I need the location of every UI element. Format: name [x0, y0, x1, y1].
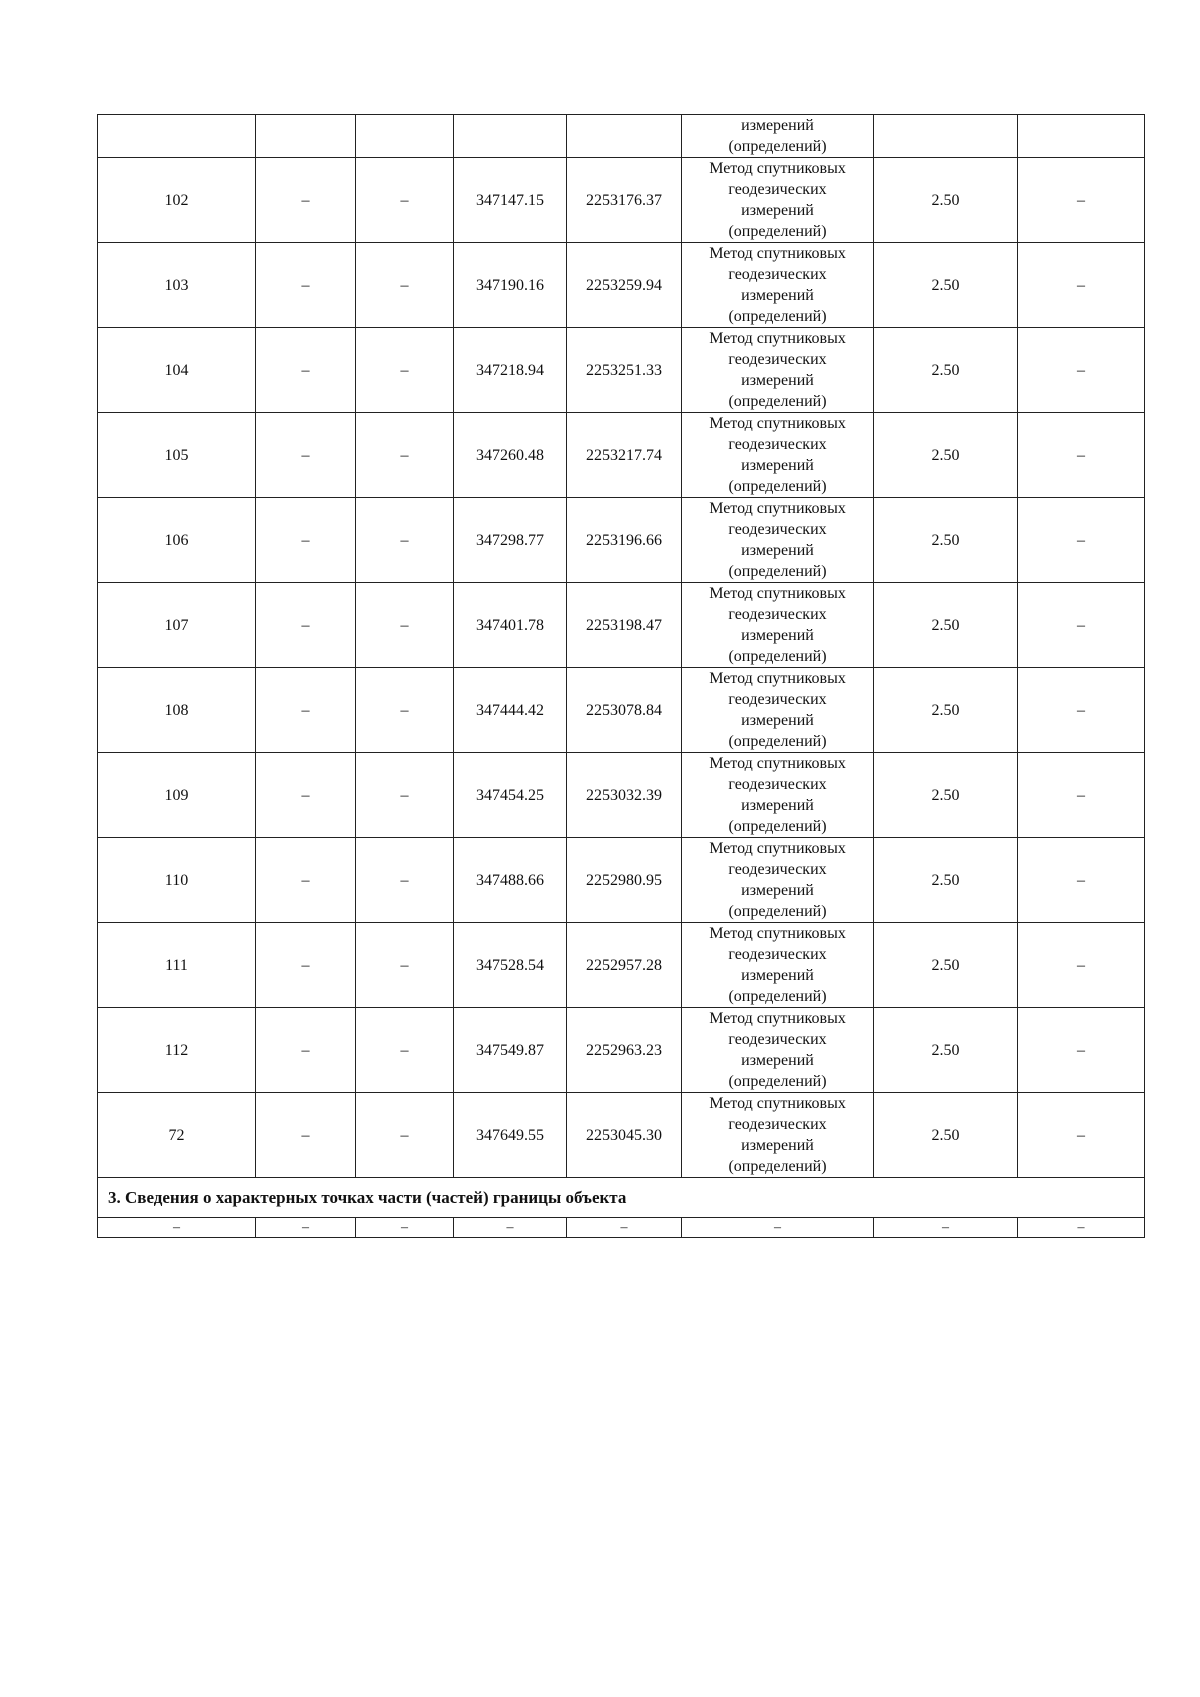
method-line: геодезических — [728, 181, 827, 198]
table-cell: – — [1018, 1008, 1145, 1093]
table-body — [98, 115, 1145, 1238]
table-cell: – — [1018, 668, 1145, 753]
table-cell: – — [356, 1218, 454, 1238]
method-line: Метод спутниковых — [709, 330, 846, 347]
point-number-cell: 107 — [98, 583, 256, 668]
point-number-cell: 103 — [98, 243, 256, 328]
y-coordinate-cell: 2253176.37 — [567, 158, 682, 243]
table-cell — [454, 115, 567, 158]
table-cell: – — [1018, 1218, 1145, 1238]
table-cell: – — [256, 923, 356, 1008]
method-line: геодезических — [728, 351, 827, 368]
table-cell: – — [356, 923, 454, 1008]
point-number-cell: 109 — [98, 753, 256, 838]
x-coordinate-cell: 347298.77 — [454, 498, 567, 583]
table-cell: – — [356, 243, 454, 328]
method-line: геодезических — [728, 1031, 827, 1048]
method-line: измерений — [741, 372, 814, 389]
table-cell: – — [356, 498, 454, 583]
table-cell — [874, 115, 1018, 158]
table-cell: – — [682, 1218, 874, 1238]
x-coordinate-cell: 347649.55 — [454, 1093, 567, 1178]
method-cell — [682, 158, 874, 243]
table-cell: – — [256, 328, 356, 413]
table-cell: – — [356, 1008, 454, 1093]
point-number-cell: 104 — [98, 328, 256, 413]
point-number-cell: 102 — [98, 158, 256, 243]
method-line: измерений — [741, 117, 814, 134]
table-cell: – — [356, 413, 454, 498]
method-line: измерений — [741, 1137, 814, 1154]
accuracy-cell: 2.50 — [874, 158, 1018, 243]
method-cell — [682, 243, 874, 328]
continuation-row — [98, 115, 1145, 158]
table-cell: – — [98, 1218, 256, 1238]
method-cell — [682, 838, 874, 923]
method-cell — [682, 668, 874, 753]
table-row — [98, 923, 1145, 1008]
x-coordinate-cell: 347147.15 — [454, 158, 567, 243]
y-coordinate-cell: 2252963.23 — [567, 1008, 682, 1093]
table-cell: – — [567, 1218, 682, 1238]
accuracy-cell: 2.50 — [874, 328, 1018, 413]
method-cell — [682, 413, 874, 498]
method-cell — [682, 115, 874, 158]
x-coordinate-cell: 347260.48 — [454, 413, 567, 498]
method-line: геодезических — [728, 946, 827, 963]
method-line: (определений) — [728, 138, 827, 155]
method-line: геодезических — [728, 606, 827, 623]
accuracy-cell: 2.50 — [874, 1093, 1018, 1178]
table-cell: – — [356, 668, 454, 753]
method-line: измерений — [741, 542, 814, 559]
table-cell: – — [356, 328, 454, 413]
point-number-cell: 105 — [98, 413, 256, 498]
accuracy-cell: 2.50 — [874, 753, 1018, 838]
method-line: геодезических — [728, 691, 827, 708]
table-cell: – — [356, 753, 454, 838]
table-cell: – — [1018, 328, 1145, 413]
method-line: геодезических — [728, 1116, 827, 1133]
table-cell: – — [256, 498, 356, 583]
table-row — [98, 498, 1145, 583]
method-line: (определений) — [728, 1158, 827, 1175]
table-cell: – — [1018, 583, 1145, 668]
method-line: (определений) — [728, 393, 827, 410]
method-line: геодезических — [728, 436, 827, 453]
method-line: Метод спутниковых — [709, 585, 846, 602]
y-coordinate-cell: 2252980.95 — [567, 838, 682, 923]
accuracy-cell: 2.50 — [874, 243, 1018, 328]
table-cell — [98, 115, 256, 158]
table-cell: – — [356, 158, 454, 243]
point-number-cell: 111 — [98, 923, 256, 1008]
boundary-points-table — [97, 114, 1145, 1238]
table-cell: – — [1018, 753, 1145, 838]
method-cell — [682, 498, 874, 583]
table-row — [98, 328, 1145, 413]
y-coordinate-cell: 2253032.39 — [567, 753, 682, 838]
x-coordinate-cell: 347218.94 — [454, 328, 567, 413]
x-coordinate-cell: 347549.87 — [454, 1008, 567, 1093]
method-line: геодезических — [728, 861, 827, 878]
method-line: Метод спутниковых — [709, 500, 846, 517]
table-cell — [256, 115, 356, 158]
table-cell: – — [1018, 243, 1145, 328]
method-cell — [682, 1093, 874, 1178]
point-number-cell: 106 — [98, 498, 256, 583]
x-coordinate-cell: 347454.25 — [454, 753, 567, 838]
table-row — [98, 753, 1145, 838]
point-number-cell: 112 — [98, 1008, 256, 1093]
method-line: (определений) — [728, 563, 827, 580]
table-cell: – — [1018, 838, 1145, 923]
method-line: (определений) — [728, 733, 827, 750]
table-cell: – — [356, 583, 454, 668]
method-cell — [682, 753, 874, 838]
method-line: (определений) — [728, 1073, 827, 1090]
table-cell: – — [1018, 158, 1145, 243]
method-line: Метод спутниковых — [709, 925, 846, 942]
method-line: (определений) — [728, 903, 827, 920]
table-cell: – — [256, 158, 356, 243]
x-coordinate-cell: 347444.42 — [454, 668, 567, 753]
x-coordinate-cell: 347528.54 — [454, 923, 567, 1008]
accuracy-cell: 2.50 — [874, 668, 1018, 753]
section-title: 3. Сведения о характерных точках части (частей) границы объекта — [98, 1178, 1145, 1218]
method-line: Метод спутниковых — [709, 1010, 846, 1027]
y-coordinate-cell: 2253259.94 — [567, 243, 682, 328]
table-row — [98, 838, 1145, 923]
method-line: измерений — [741, 202, 814, 219]
method-line: измерений — [741, 1052, 814, 1069]
accuracy-cell: 2.50 — [874, 583, 1018, 668]
table-cell — [356, 115, 454, 158]
table-row — [98, 1008, 1145, 1093]
table-cell: – — [256, 243, 356, 328]
point-number-cell: 108 — [98, 668, 256, 753]
table-cell — [567, 115, 682, 158]
table-cell: – — [454, 1218, 567, 1238]
table-cell: – — [256, 668, 356, 753]
method-line: Метод спутниковых — [709, 840, 846, 857]
y-coordinate-cell: 2253198.47 — [567, 583, 682, 668]
table-cell: – — [256, 838, 356, 923]
y-coordinate-cell: 2253196.66 — [567, 498, 682, 583]
method-line: измерений — [741, 882, 814, 899]
method-line: измерений — [741, 967, 814, 984]
table-cell: – — [256, 413, 356, 498]
method-line: геодезических — [728, 266, 827, 283]
table-cell: – — [356, 1093, 454, 1178]
y-coordinate-cell: 2253217.74 — [567, 413, 682, 498]
method-line: измерений — [741, 627, 814, 644]
accuracy-cell: 2.50 — [874, 923, 1018, 1008]
y-coordinate-cell: 2253045.30 — [567, 1093, 682, 1178]
method-line: (определений) — [728, 818, 827, 835]
point-number-cell: 110 — [98, 838, 256, 923]
section-row — [98, 1178, 1145, 1218]
method-line: Метод спутниковых — [709, 755, 846, 772]
method-line: Метод спутниковых — [709, 245, 846, 262]
accuracy-cell: 2.50 — [874, 498, 1018, 583]
table-cell — [1018, 115, 1145, 158]
method-line: (определений) — [728, 223, 827, 240]
table-cell: – — [356, 838, 454, 923]
y-coordinate-cell: 2253251.33 — [567, 328, 682, 413]
table-row — [98, 583, 1145, 668]
method-line: измерений — [741, 797, 814, 814]
y-coordinate-cell: 2253078.84 — [567, 668, 682, 753]
point-number-cell: 72 — [98, 1093, 256, 1178]
table-cell: – — [1018, 923, 1145, 1008]
accuracy-cell: 2.50 — [874, 413, 1018, 498]
table-row — [98, 158, 1145, 243]
method-cell — [682, 923, 874, 1008]
method-line: Метод спутниковых — [709, 670, 846, 687]
table-cell: – — [1018, 413, 1145, 498]
table-cell: – — [874, 1218, 1018, 1238]
method-line: Метод спутниковых — [709, 160, 846, 177]
x-coordinate-cell: 347190.16 — [454, 243, 567, 328]
accuracy-cell: 2.50 — [874, 1008, 1018, 1093]
method-line: измерений — [741, 712, 814, 729]
table-cell: – — [256, 583, 356, 668]
accuracy-cell: 2.50 — [874, 838, 1018, 923]
method-line: измерений — [741, 457, 814, 474]
x-coordinate-cell: 347488.66 — [454, 838, 567, 923]
table-row — [98, 668, 1145, 753]
table-cell: – — [256, 1093, 356, 1178]
method-line: измерений — [741, 287, 814, 304]
method-line: Метод спутниковых — [709, 1095, 846, 1112]
method-line: (определений) — [728, 308, 827, 325]
table-row — [98, 243, 1145, 328]
table-row — [98, 413, 1145, 498]
method-cell — [682, 583, 874, 668]
table-row — [98, 1093, 1145, 1178]
method-line: геодезических — [728, 521, 827, 538]
table-cell: – — [256, 1218, 356, 1238]
x-coordinate-cell: 347401.78 — [454, 583, 567, 668]
y-coordinate-cell: 2252957.28 — [567, 923, 682, 1008]
table-cell: – — [1018, 498, 1145, 583]
method-line: Метод спутниковых — [709, 415, 846, 432]
table-cell: – — [1018, 1093, 1145, 1178]
method-line: геодезических — [728, 776, 827, 793]
method-cell — [682, 328, 874, 413]
method-line: (определений) — [728, 648, 827, 665]
method-line: (определений) — [728, 988, 827, 1005]
method-line: (определений) — [728, 478, 827, 495]
empty-data-row — [98, 1218, 1145, 1238]
method-cell — [682, 1008, 874, 1093]
table-cell: – — [256, 753, 356, 838]
table-cell: – — [256, 1008, 356, 1093]
